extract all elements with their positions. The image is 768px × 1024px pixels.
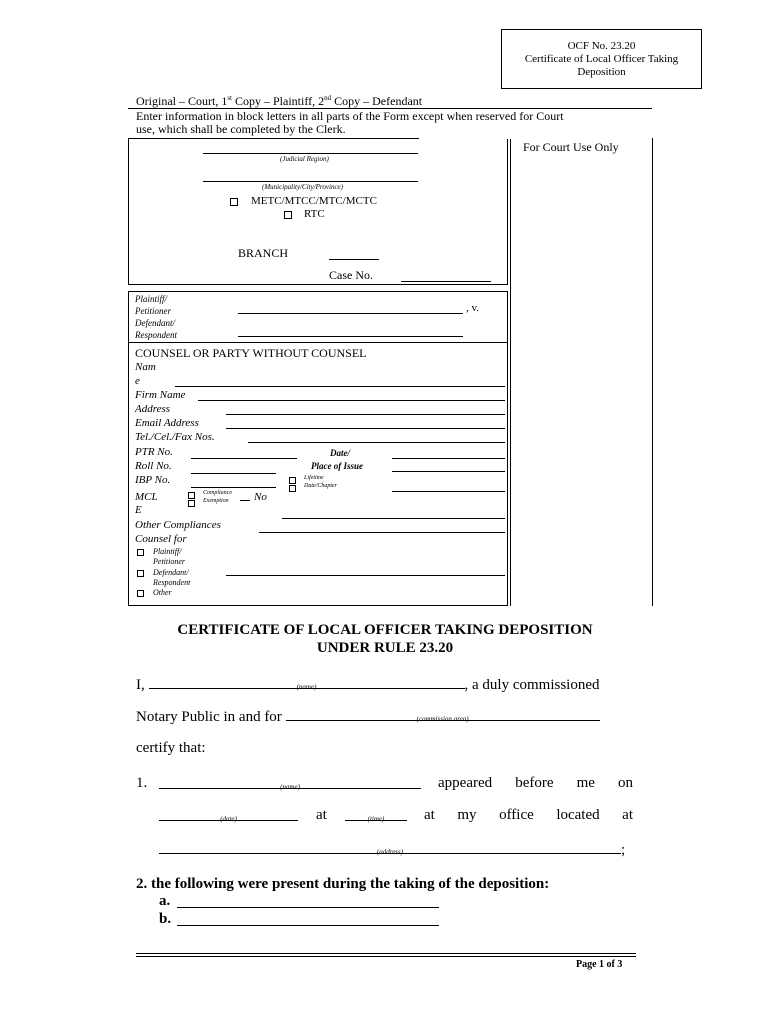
judicial-region-caption: (Judicial Region)	[280, 155, 329, 163]
roll-label: Roll No.	[135, 460, 172, 472]
cf-defendant-label	[153, 568, 190, 588]
tel-line[interactable]	[248, 442, 505, 443]
roll-line[interactable]	[191, 473, 276, 474]
name-label: Nam	[135, 361, 156, 373]
municipality-line	[203, 181, 418, 182]
ibp-line[interactable]	[191, 487, 276, 488]
copies-text: Copy – Plaintiff, 2	[232, 94, 325, 108]
checkbox-metc[interactable]	[230, 198, 238, 206]
address-label: Address	[135, 403, 171, 415]
case-no-label: Case No.	[329, 268, 373, 282]
form-title-line: Certificate of Local Officer Taking	[524, 53, 679, 65]
date-label: Date/	[330, 448, 350, 458]
date-line[interactable]	[392, 458, 505, 459]
cf-label: Petitioner	[153, 557, 185, 566]
versus-label: , v.	[466, 302, 480, 314]
mcle-short-line	[240, 500, 250, 501]
cert-line-2	[136, 707, 600, 726]
mcle-no-line[interactable]	[282, 518, 505, 519]
commission-caption: (commission area)	[416, 715, 469, 723]
cf-label: Respondent	[153, 578, 191, 587]
cert-commissioned: , a duly commissioned	[464, 677, 600, 693]
court-use-label: For Court Use Only	[523, 140, 619, 154]
checkbox-rtc[interactable]	[284, 211, 292, 219]
metc-label: METC/MTCC/MTC/MCTC	[251, 195, 377, 207]
address-row	[159, 840, 625, 859]
tel-label: Tel./Cel./Fax Nos.	[135, 431, 215, 443]
page-number: Page 1 of 3	[576, 959, 623, 970]
footer-rule	[136, 956, 636, 957]
place-label: Place of Issue	[311, 461, 363, 471]
name-label: e	[135, 375, 140, 387]
email-label: Email Address	[135, 417, 199, 429]
cert-notary: Notary Public in and for	[136, 709, 282, 725]
ptr-line[interactable]	[191, 458, 297, 459]
party-label: Petitioner	[135, 306, 171, 316]
place-line[interactable]	[392, 471, 505, 472]
cf-label: Plaintiff/	[153, 547, 182, 556]
cert-item-2: 2. the following were present during the taking of the deposition:	[136, 876, 550, 892]
office-text: at my office located at	[424, 807, 633, 823]
case-no-line[interactable]	[401, 281, 491, 282]
time-caption: (time)	[367, 815, 385, 823]
deponent-name-field[interactable]	[159, 775, 421, 789]
copies-text: Original – Court, 1	[136, 94, 228, 108]
cf-other-label: Other	[153, 588, 172, 597]
copies-sup: st	[227, 94, 232, 102]
present-b-line[interactable]	[177, 925, 439, 926]
firm-name-line[interactable]	[198, 400, 505, 401]
mcle-label: E	[135, 504, 142, 516]
court-use-divider	[510, 139, 511, 606]
checkbox-cf-other[interactable]	[137, 590, 144, 597]
form-title-line: Deposition	[577, 66, 626, 78]
exemption-label: Exemption	[203, 498, 229, 504]
name-caption: (name)	[280, 783, 300, 791]
cf-label: Defendant/	[153, 568, 189, 577]
counsel-for-line[interactable]	[226, 575, 505, 576]
certificate-subtitle: UNDER RULE 23.20	[316, 640, 454, 656]
lifetime-label: Lifetime	[304, 475, 324, 481]
form-id-box	[501, 29, 702, 89]
defendant-line[interactable]	[238, 336, 463, 337]
cf-plaintiff-label	[153, 547, 185, 567]
copies-sup: nd	[324, 94, 332, 102]
counsel-heading: COUNSEL OR PARTY WITHOUT COUNSEL	[135, 346, 367, 360]
rtc-label: RTC	[304, 208, 325, 220]
checkbox-cf-plaintiff[interactable]	[137, 549, 144, 556]
cert-i: I,	[136, 677, 145, 693]
checkbox-compliance[interactable]	[188, 492, 195, 499]
ptr-label: PTR No.	[135, 446, 173, 458]
branch-line[interactable]	[329, 259, 379, 260]
present-b-label: b.	[159, 911, 172, 927]
court-use-border	[652, 138, 653, 606]
compliance-label: Compliance	[203, 490, 232, 496]
commission-area-field[interactable]	[286, 707, 600, 721]
firm-name-label: Firm Name	[135, 389, 186, 401]
address-line[interactable]	[226, 414, 505, 415]
date-caption: (date)	[220, 815, 237, 823]
ibp-label: IBP No.	[135, 474, 171, 486]
semicolon: ;	[621, 842, 626, 858]
time-field[interactable]	[345, 807, 407, 821]
appeared-text: appeared before me on	[438, 775, 633, 791]
name-field[interactable]	[149, 675, 465, 689]
instructions-line: use, which shall be completed by the Clerk.	[136, 122, 346, 136]
present-a-line[interactable]	[177, 907, 439, 908]
counsel-for-label: Counsel for	[135, 533, 187, 545]
name-line[interactable]	[175, 386, 505, 387]
checkbox-exemption[interactable]	[188, 500, 195, 507]
present-a-label: a.	[159, 893, 171, 909]
other-compliances-label: Other Compliances	[135, 519, 221, 531]
certificate-title: CERTIFICATE OF LOCAL OFFICER TAKING DEPOSITION	[177, 622, 593, 638]
item-number: 1.	[136, 775, 148, 791]
time-row	[345, 807, 407, 826]
at-label: at	[316, 807, 327, 823]
judicial-region-line	[203, 153, 418, 154]
municipality-caption: (Municipality/City/Province)	[262, 183, 343, 191]
instructions-line: Enter information in block letters in all parts of the Form except when reserved for Court	[136, 109, 564, 123]
email-line[interactable]	[226, 428, 505, 429]
plaintiff-line[interactable]	[238, 313, 463, 314]
address-caption: (address)	[376, 848, 404, 856]
cert-certify: certify that:	[136, 740, 206, 756]
ibp-date-line[interactable]	[392, 491, 505, 492]
cert-item-1	[136, 775, 147, 792]
checkbox-lifetime[interactable]	[289, 477, 296, 484]
checkbox-date-chapter[interactable]	[289, 485, 296, 492]
party-label: Plaintiff/	[135, 294, 168, 304]
other-compliances-line[interactable]	[259, 532, 505, 533]
mcle-no-label: No	[254, 491, 267, 503]
checkbox-cf-defendant[interactable]	[137, 570, 144, 577]
address-field[interactable]	[159, 840, 621, 854]
form-number: OCF No. 23.20	[567, 40, 636, 52]
date-chapter-label: Date/Chapter	[304, 483, 337, 489]
branch-label: BRANCH	[238, 246, 289, 260]
instructions	[136, 110, 564, 136]
deponent-row	[159, 775, 421, 794]
cert-line-1	[136, 675, 600, 694]
party-label: Defendant/	[135, 318, 175, 328]
party-label: Respondent	[135, 330, 177, 340]
footer-rule	[136, 953, 636, 954]
parties-labels	[135, 293, 177, 341]
date-field[interactable]	[159, 807, 298, 821]
copies-distribution	[136, 94, 422, 109]
copies-text: Copy – Defendant	[331, 94, 423, 108]
name-caption: (name)	[296, 683, 317, 691]
mcle-label: MCL	[135, 491, 158, 503]
date-row	[159, 807, 298, 826]
